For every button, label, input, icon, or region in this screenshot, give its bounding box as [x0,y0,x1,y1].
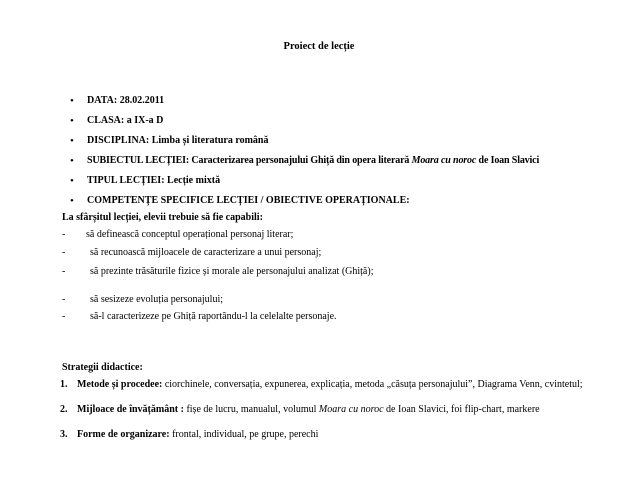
dash-icon: - [62,229,66,240]
competences-label: COMPETENȚE SPECIFICE LECȚIEI / OBIECTIVE OPERAȚIONALE: [87,195,410,206]
objective-item: să-l caracterizeze pe Ghiță raportându-l la celelalte personaje. [90,311,337,322]
dash-icon: - [62,266,66,277]
strategy-text: fișe de lucru, manualul, volumul [186,404,317,415]
book-title: Moara cu noroc [318,404,384,415]
strategy-text: ciorchinele, conversația, expunerea, explicația, metoda „căsuța personajului”, Diagrama Venn, cvintetul; [164,379,583,390]
date-line [87,95,164,107]
subject-label: SUBIECTUL LECȚIEI: [87,155,190,166]
strategy-label: Mijloace de învățământ : [77,404,184,415]
discipline-label: DISCIPLINA: [87,135,150,146]
objective-item: să recunoască mijloacele de caracterizare a unui personaj; [90,247,322,258]
strategy-item [77,404,540,416]
class-line [87,115,163,127]
bullet-icon: • [70,95,74,107]
objectives-intro: La sfârșitul lecției, elevii trebuie să fie capabili: [62,212,263,223]
strategy-item [77,429,318,441]
strategy-item [77,379,583,391]
discipline-line [87,135,269,147]
bullet-icon: • [70,195,74,207]
bullet-icon: • [70,115,74,127]
strategy-text: frontal, individual, pe grupe, perechi [172,429,319,440]
date-label: DATA: [87,95,118,106]
subject-value: Caracterizarea personajului Ghiță din opera literară [191,155,410,166]
objective-item: să prezinte trăsăturile fizice și morale ale personajului analizat (Ghiță); [90,266,374,277]
class-value: a IX-a D [126,115,164,126]
discipline-value: Limba și literatura română [151,135,269,146]
page-title: Proiect de lecție [283,41,355,52]
subject-author: de Ioan Slavici [478,155,540,166]
dash-icon: - [62,294,66,305]
objective-item: să definească conceptul operațional personaj literar; [86,229,294,240]
bullet-icon: • [70,175,74,187]
dash-icon: - [62,247,66,258]
bullet-icon: • [70,155,74,167]
dash-icon: - [62,311,66,322]
lesson-type-label: TIPUL LECȚIEI: [87,175,165,186]
lesson-type-line [87,175,220,187]
strategies-title: Strategii didactice: [62,362,143,373]
subject-line [87,155,539,167]
strategy-label: Metode și procedee: [77,379,163,390]
objective-item: să sesizeze evoluția personajului; [90,294,224,305]
strategy-number: 3. [60,429,68,440]
book-title: Moara cu noroc [411,155,477,166]
lesson-type-value: Lecție mixtă [167,175,221,186]
bullet-icon: • [70,135,74,147]
strategy-number: 1. [60,379,68,390]
competences-line [87,195,410,207]
date-value: 28.02.2011 [119,95,165,106]
class-label: CLASA: [87,115,125,126]
strategy-label: Forme de organizare: [77,429,170,440]
strategy-text-tail: de Ioan Slavici, foi flip-chart, markere [386,404,540,415]
strategy-number: 2. [60,404,68,415]
